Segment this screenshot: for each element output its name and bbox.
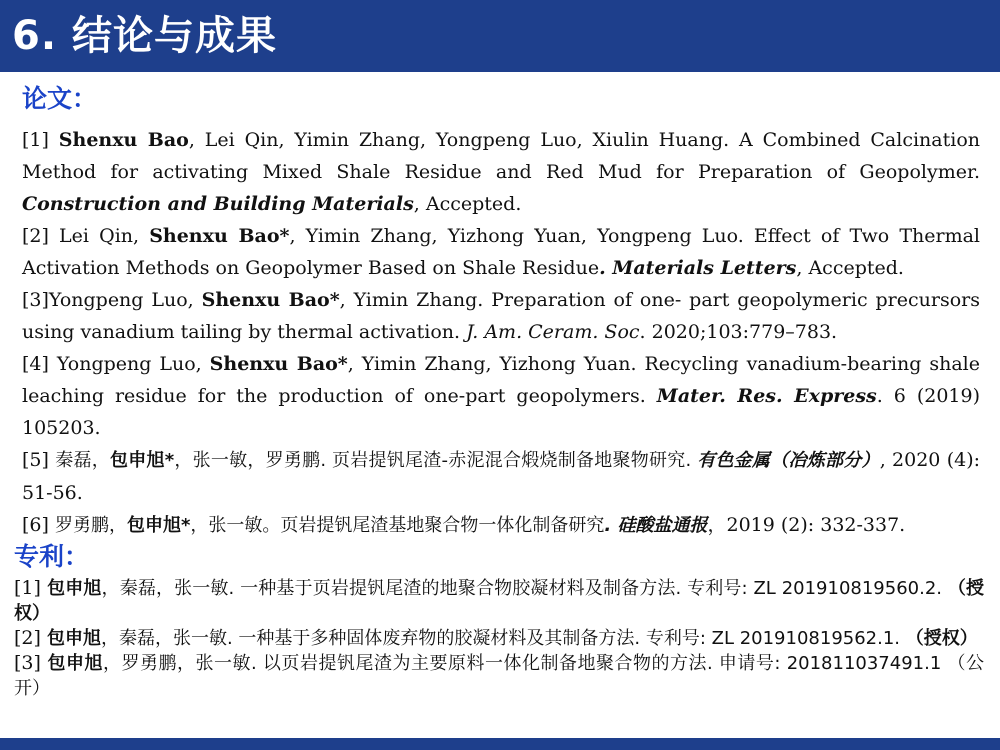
journal-name: Construction and Building Materials [22,193,414,215]
author-highlight: 包申旭 [47,578,102,599]
author-highlight: 包申旭 [46,628,101,649]
journal-name: . 硅酸盐通报 [604,515,708,536]
paper-item-4: [4] Yongpeng Luo, Shenxu Bao*, Yimin Zhang, Yizhong Yuan. Recycling vanadium-bearing shale leaching residue for the production of one-part geopolymers. Mater. Res. Express. 6 (2019) 105203. [22,353,981,439]
author-highlight: Shenxu Bao* [149,225,290,247]
patent-status: （公开） [14,653,985,699]
author-highlight: 包申旭* [109,450,175,471]
patents-heading: 专利： [14,542,90,571]
paper-item-3: [3]Yongpeng Luo, Shenxu Bao*, Yimin Zhang. Preparation of one‑ part geopolymeric precursors using vanadium tailing by thermal activation. J. Am. Ceram. Soc. 2020;103:779–783. [22,289,980,343]
paper-item-6: [6] 罗勇鹏，包申旭*，张一敏。页岩提钒尾渣基地聚合物一体化制备研究. 硅酸盐通报，2019 (2): 332-337. [22,514,906,536]
papers-heading: 论文： [22,84,98,113]
author-highlight: Shenxu Bao* [201,289,340,311]
journal-name: Mater. Res. Express [656,385,877,407]
patent-item-1: [1] 包申旭，秦磊，张一敏. 一种基于页岩提钒尾渣的地聚合物胶凝材料及制备方法. 专利号: ZL 201910819560.2. （授权） [14,577,985,624]
page-title: 6. 结论与成果 [12,13,277,59]
paper-item-2: [2] Lei Qin, Shenxu Bao*, Yimin Zhang, Yizhong Yuan, Yongpeng Luo. Effect of Two Thermal Activation Methods on Geopolymer Based on Shale Residue. Materials Letters, Accepted. [22,225,980,279]
journal-name: . Materials Letters [599,257,797,279]
journal-name: 有色金属（冶炼部分） [697,450,880,471]
author-highlight: Shenxu Bao* [209,353,348,375]
author-highlight: 包申旭 [47,653,103,674]
paper-item-1: [1] Shenxu Bao, Lei Qin, Yimin Zhang, Yongpeng Luo, Xiulin Huang. A Combined Calcination Method for activating Mixed Shale Residue and Red Mud for Preparation of Geopolymer. Construction and Building Materials, Accepted. [22,129,980,215]
patent-status: （授权） [14,578,985,624]
journal-name: J. Am. Ceram. Soc [466,321,640,343]
patent-item-2: [2] 包申旭，秦磊，张一敏. 一种基于多种固体废弃物的胶凝材料及其制备方法. 专利号: ZL 201910819562.1. （授权） [14,627,978,649]
paper-list [22,124,980,542]
author-highlight: 包申旭* [126,515,191,536]
paper-item-5: [5] 秦磊，包申旭*，张一敏，罗勇鹏. 页岩提钒尾渣-赤泥混合煅烧制备地聚物研究. 有色金属（冶炼部分）, 2020 (4): 51-56. [22,449,981,504]
patent-item-3: [3] 包申旭，罗勇鹏，张一敏. 以页岩提钒尾渣为主要原料一体化制备地聚合物的方法. 申请号: 201811037491.1 （公开） [14,652,985,699]
patent-status: （授权） [905,628,978,649]
author-highlight: Shenxu Bao [58,129,189,151]
title-bar [0,0,1000,72]
footer-bar [0,738,1000,750]
patent-list [14,576,984,701]
